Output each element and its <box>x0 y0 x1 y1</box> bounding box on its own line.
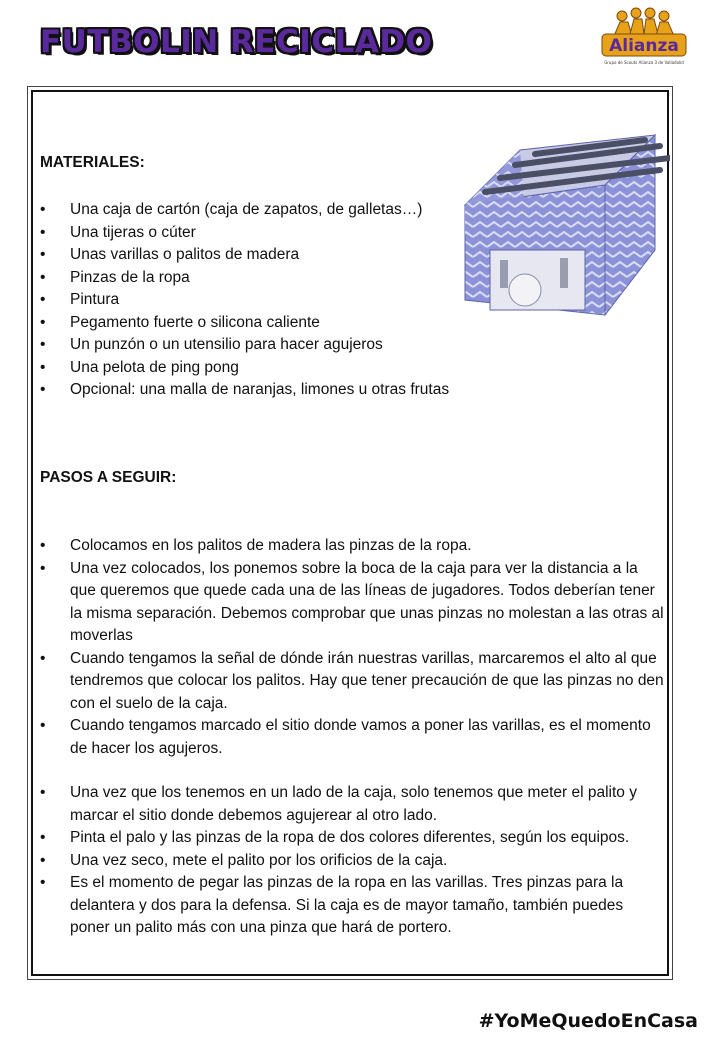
material-text: Una tijeras o cúter <box>70 223 196 241</box>
list-item <box>40 850 665 873</box>
page-title: FUTBOLIN RECICLADO <box>40 24 433 60</box>
bullet: • <box>40 784 46 801</box>
list-item <box>40 222 665 245</box>
list-item <box>40 827 665 850</box>
list-item <box>40 782 665 827</box>
bullet: • <box>40 649 46 667</box>
bullet: • <box>40 874 46 891</box>
list-item <box>40 715 665 760</box>
list-item <box>40 334 665 357</box>
step-text: Cuando tengamos marcado el sitio donde vamos a poner las varillas, es el momento de hacer los agujeros. <box>70 717 651 757</box>
list-item <box>40 872 665 940</box>
bullet: • <box>40 381 46 398</box>
hashtag: #YoMeQuedoEnCasa <box>478 1010 698 1032</box>
alianza-logo <box>598 6 690 70</box>
bullet: • <box>40 358 46 376</box>
material-text: Unas varillas o palitos de madera <box>70 246 300 263</box>
step-text: Es el momento de pegar las pinzas de la ropa en las varillas. Tres pinzas para la delantera y dos para la defensa. Si la caja es de mayor tamaño, también puedes poner un palito más con una pinza que hará de portero. <box>70 874 624 936</box>
step-text: Cuando tengamos la señal de dónde irán nuestras varillas, marcaremos el alto al que tendremos que colocar los palitos. Hay que tener precaución de que las pinzas no den con el suelo de la caja. <box>70 649 664 712</box>
steps-list <box>40 535 665 940</box>
material-text: Un punzón o un utensilio para hacer agujeros <box>70 336 383 353</box>
bullet: • <box>40 291 46 308</box>
materials-heading: MATERIALES: <box>40 154 145 171</box>
materials-list <box>40 199 665 402</box>
steps-heading: PASOS A SEGUIR: <box>40 469 177 486</box>
bullet: • <box>40 559 46 577</box>
bullet: • <box>40 336 46 353</box>
material-text: Una pelota de ping pong <box>70 358 239 376</box>
bullet: • <box>40 268 46 286</box>
step-text: Una vez seco, mete el palito por los orificios de la caja. <box>70 851 448 869</box>
material-text: Pintura <box>70 291 120 308</box>
step-text: Colocamos en los palitos de madera las pinzas de la ropa. <box>70 537 472 554</box>
material-text: Opcional: una malla de naranjas, limones u otras frutas <box>70 381 450 398</box>
bullet: • <box>40 717 46 734</box>
material-text: Pinzas de la ropa <box>70 268 190 286</box>
bullet: • <box>40 223 46 241</box>
list-item <box>40 535 665 558</box>
list-item <box>40 357 665 380</box>
list-item <box>40 312 665 335</box>
bullet: • <box>40 246 46 263</box>
list-item <box>40 199 665 222</box>
bullet: • <box>40 313 46 331</box>
list-item <box>40 648 665 716</box>
step-text: Pinta el palo y las pinzas de la ropa de dos colores diferentes, según los equipos. <box>70 829 630 846</box>
bullet: • <box>40 829 46 846</box>
list-item <box>40 558 665 648</box>
bullet: • <box>40 851 46 869</box>
svg-text:Alianza: Alianza <box>609 36 679 56</box>
material-text: Pegamento fuerte o silicona caliente <box>70 313 320 331</box>
bullet: • <box>40 201 46 218</box>
list-item <box>40 244 665 267</box>
list-item <box>40 289 665 312</box>
svg-text:Grupo de Scouts Alianza 3 de V: Grupo de Scouts Alianza 3 de Valladolid <box>604 60 684 65</box>
list-item <box>40 379 665 402</box>
material-text: Una caja de cartón (caja de zapatos, de galletas…) <box>70 201 423 218</box>
bullet: • <box>40 537 46 554</box>
list-item <box>40 267 665 290</box>
step-text: Una vez colocados, los ponemos sobre la boca de la caja para ver la distancia a la que queremos que quede cada una de las líneas de jugadores. Todos deberían tener la misma separación. Debemos comprobar que unas pinzas no molestan a las otras al moverlas <box>70 559 664 644</box>
step-text: Una vez que los tenemos en un lado de la caja, solo tenemos que meter el palito y marcar el sitio donde debemos agujerear al otro lado. <box>70 784 637 824</box>
